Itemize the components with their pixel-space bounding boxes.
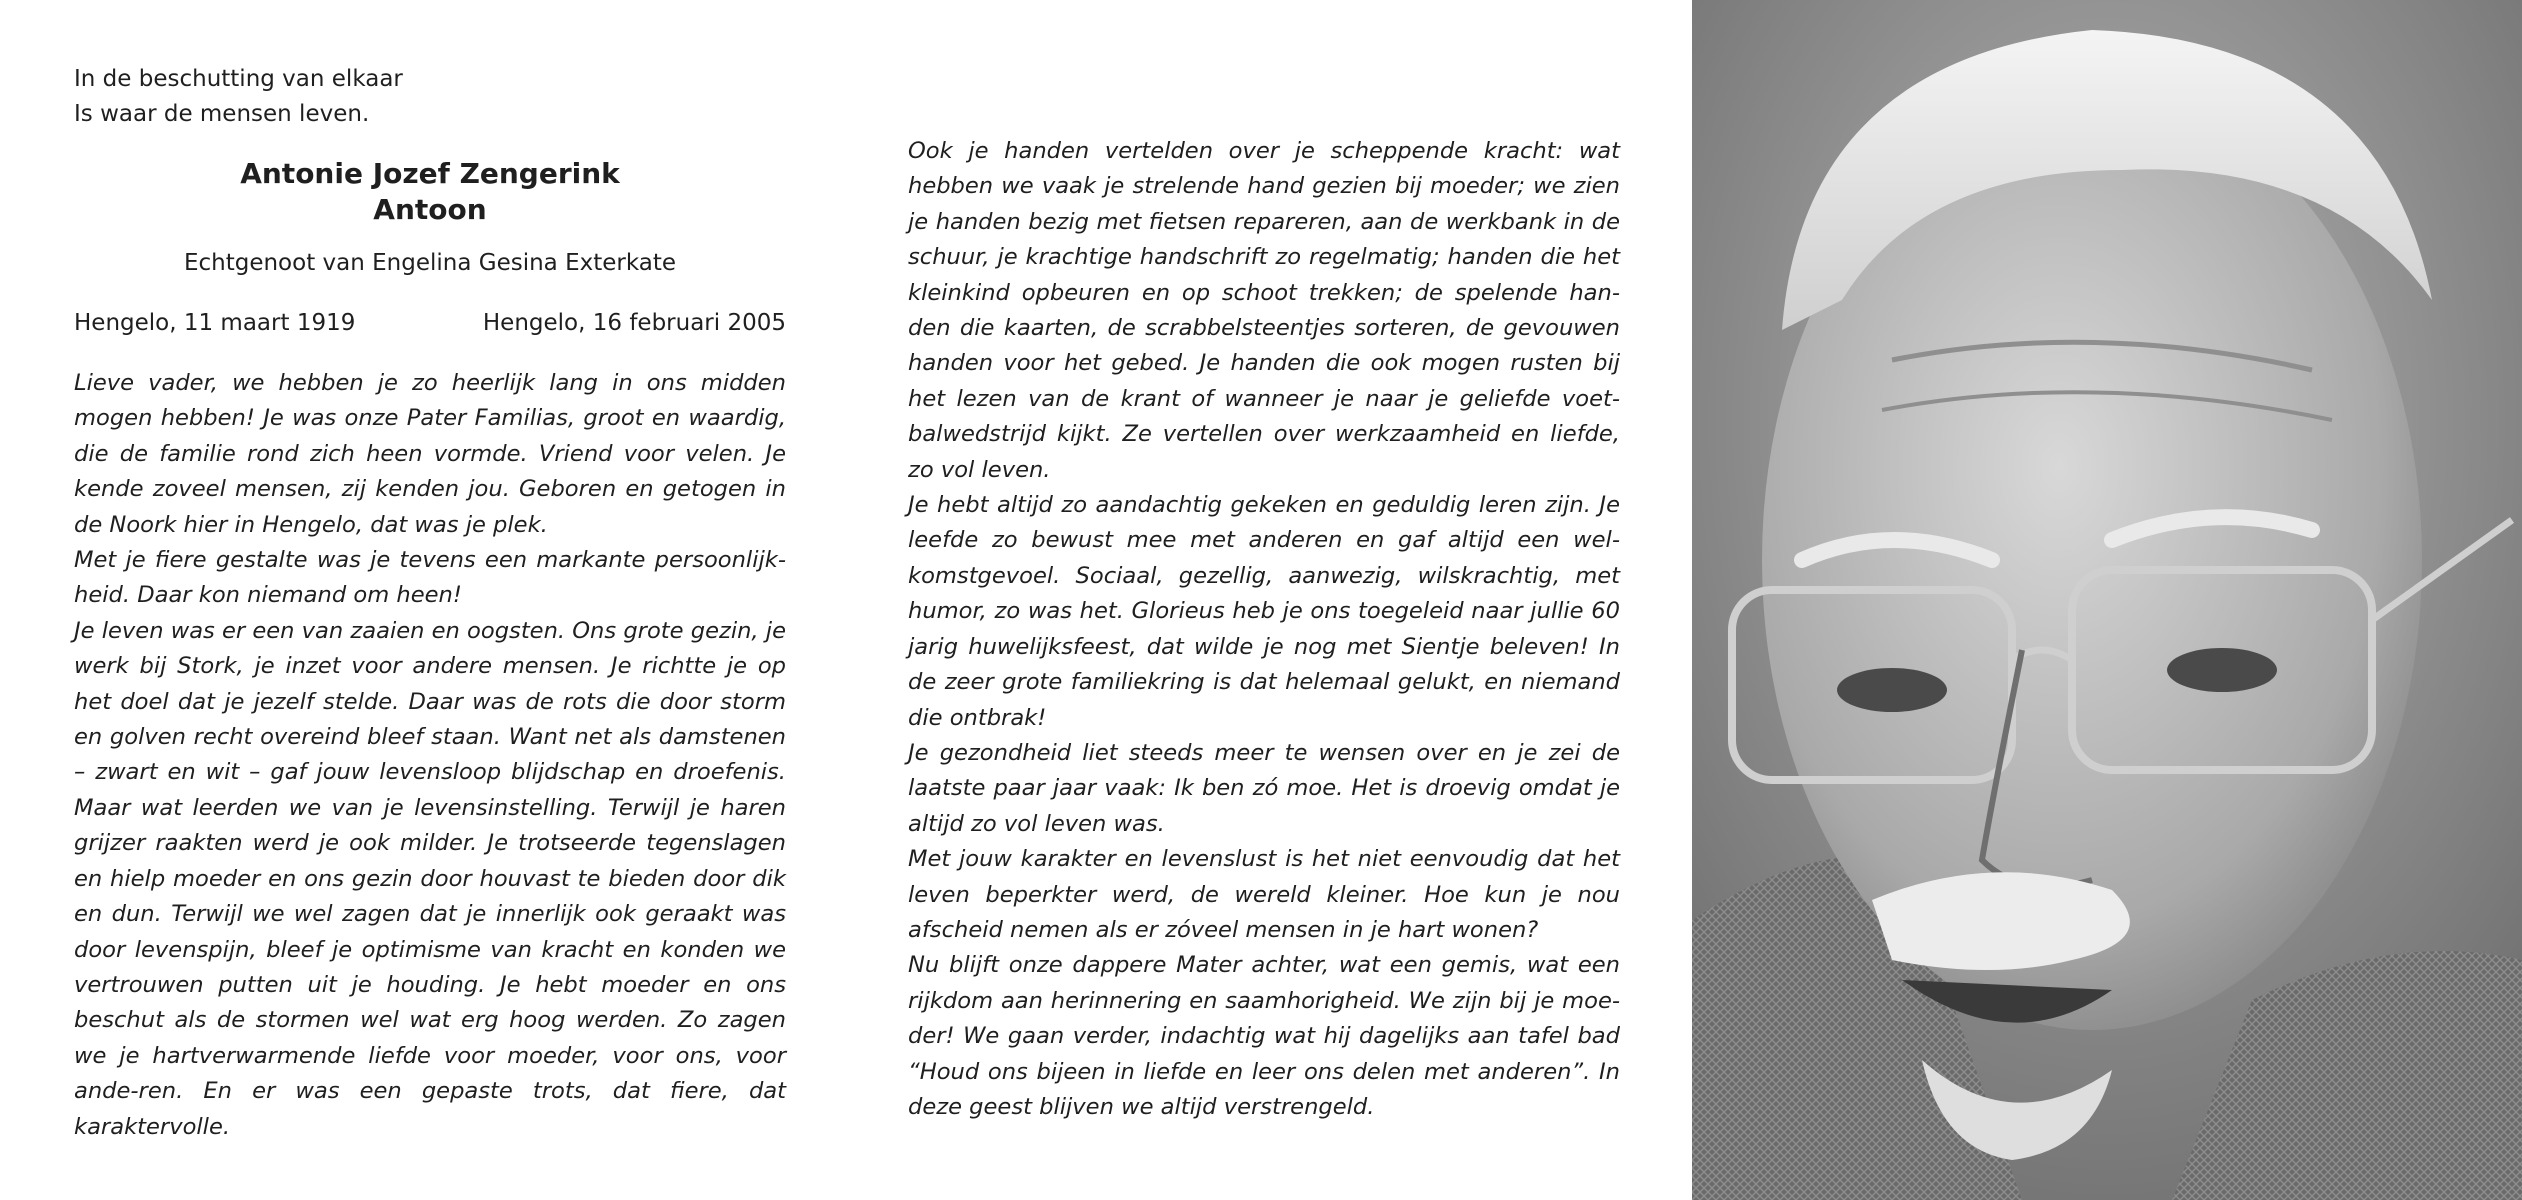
paragraph: Je leven was er een van zaaien en oogsten. Ons grote gezin, je werk bij Stork, je inzet voor andere mensen. Je richtte je op het doel dat je jezelf stelde. Daar was de rots die door storm en golven recht overeind bleef staan. Want net als damstenen – zwart en wit – gaf jouw levensloop blijdschap en droefenis. Maar wat leerden we van je levensinstelling. Terwijl je haren grijzer raakten werd je ook milder. Je trotseerde tegenslagen en hielp moeder en ons gezin door houvast te bieden door dik en dun. Terwijl we wel zagen dat je innerlijk ook geraakt was door levenspijn, bleef je optimisme van kracht en konden we vertrouwen putten uit je houding. Je hebt moeder en ons beschut als de stormen wel wat erg hoog werden. Zo zagen we je hartverwarmende liefde voor moeder, voor ons, voor ande-ren. En er was een gepaste trots, dat fiere, dat karaktervolle. xyxy=(74,617,786,1140)
paragraph: Nu blijft onze dappere Mater achter, wat een gemis, wat een rijkdom aan herinnering en saamhorigheid. We zijn bij je moe-der! We gaan verder, indachtig wat hij dagelijks aan tafel bad “Houd ons bijeen in liefde en leer ons delen met anderen”. In deze geest blijven we altijd verstrengeld. xyxy=(908,952,1620,1120)
paragraph: Met jouw karakter en levenslust is het niet eenvoudig dat het leven beperkter werd, de wereld kleiner. Hoe kun je nou afscheid nemen als er zóveel mensen in je hart wonen? xyxy=(908,846,1620,943)
motto-line: In de beschutting van elkaar xyxy=(74,66,403,92)
left-column xyxy=(74,62,786,1145)
name-block xyxy=(74,156,786,228)
death-date: Hengelo, 16 februari 2005 xyxy=(482,310,786,336)
middle-text xyxy=(908,134,1620,1125)
portrait-photo xyxy=(1692,0,2522,1200)
spouse-line: Echtgenoot van Engelina Gesina Exterkate xyxy=(183,250,677,276)
middle-column xyxy=(908,134,1620,1125)
paragraph: Je hebt altijd zo aandachtig gekeken en geduldig leren zijn. Je leefde zo bewust mee met anderen en gaf altijd een wel-komstgevoel. Sociaal, gezellig, aanwezig, wilskrachtig, met humor, zo was het. Glorieus heb je ons toegeleid naar jullie 60 jarig huwelijksfeest, dat wilde je nog met Sientje beleven! In de zeer grote familiekring is dat helemaal gelukt, en niemand die ontbrak! xyxy=(908,492,1620,731)
paragraph: Je gezondheid liet steeds meer te wensen over en je zei de laatste paar jaar vaak: Ik ben zó moe. Het is droevig omdat je altijd zo vol leven was. xyxy=(908,739,1620,837)
paragraph: Met je fiere gestalte was je tevens een markante persoonlijk-heid. Daar kon niemand om heen! xyxy=(74,547,786,609)
call-name: Antoon xyxy=(373,193,487,226)
left-text xyxy=(74,366,786,1145)
dates-row xyxy=(74,310,786,336)
birth-date: Hengelo, 11 maart 1919 xyxy=(74,310,356,336)
paragraph: Lieve vader, we hebben je zo heerlijk lang in ons midden mogen hebben! Je was onze Pater Familias, groot en waardig, die de familie rond zich heen vormde. Vriend voor velen. Je kende zoveel mensen, zij kenden jou. Geboren en getogen in de Noork hier in Hengelo, dat was je plek. xyxy=(74,370,786,538)
motto xyxy=(74,62,786,132)
portrait-illustration xyxy=(1692,0,2522,1200)
motto-line: Is waar de mensen leven. xyxy=(74,101,370,127)
full-name: Antonie Jozef Zengerink xyxy=(240,157,620,190)
paragraph: Ook je handen vertelden over je scheppende kracht: wat hebben we vaak je strelende hand gezien bij moeder; we zien je handen bezig met fietsen repareren, aan de werkbank in de schuur, je krachtige handschrift zo regelmatig; handen die het kleinkind opbeuren en op schoot trekken; de spelende han-den die kaarten, de scrabbelsteentjes sorteren, de gevouwen handen voor het gebed. Je handen die ook mogen rusten bij het lezen van de krant of wanneer je naar je geliefde voet-balwedstrijd kijkt. Ze vertellen over werkzaamheid en liefde, zo vol leven. xyxy=(908,138,1620,483)
